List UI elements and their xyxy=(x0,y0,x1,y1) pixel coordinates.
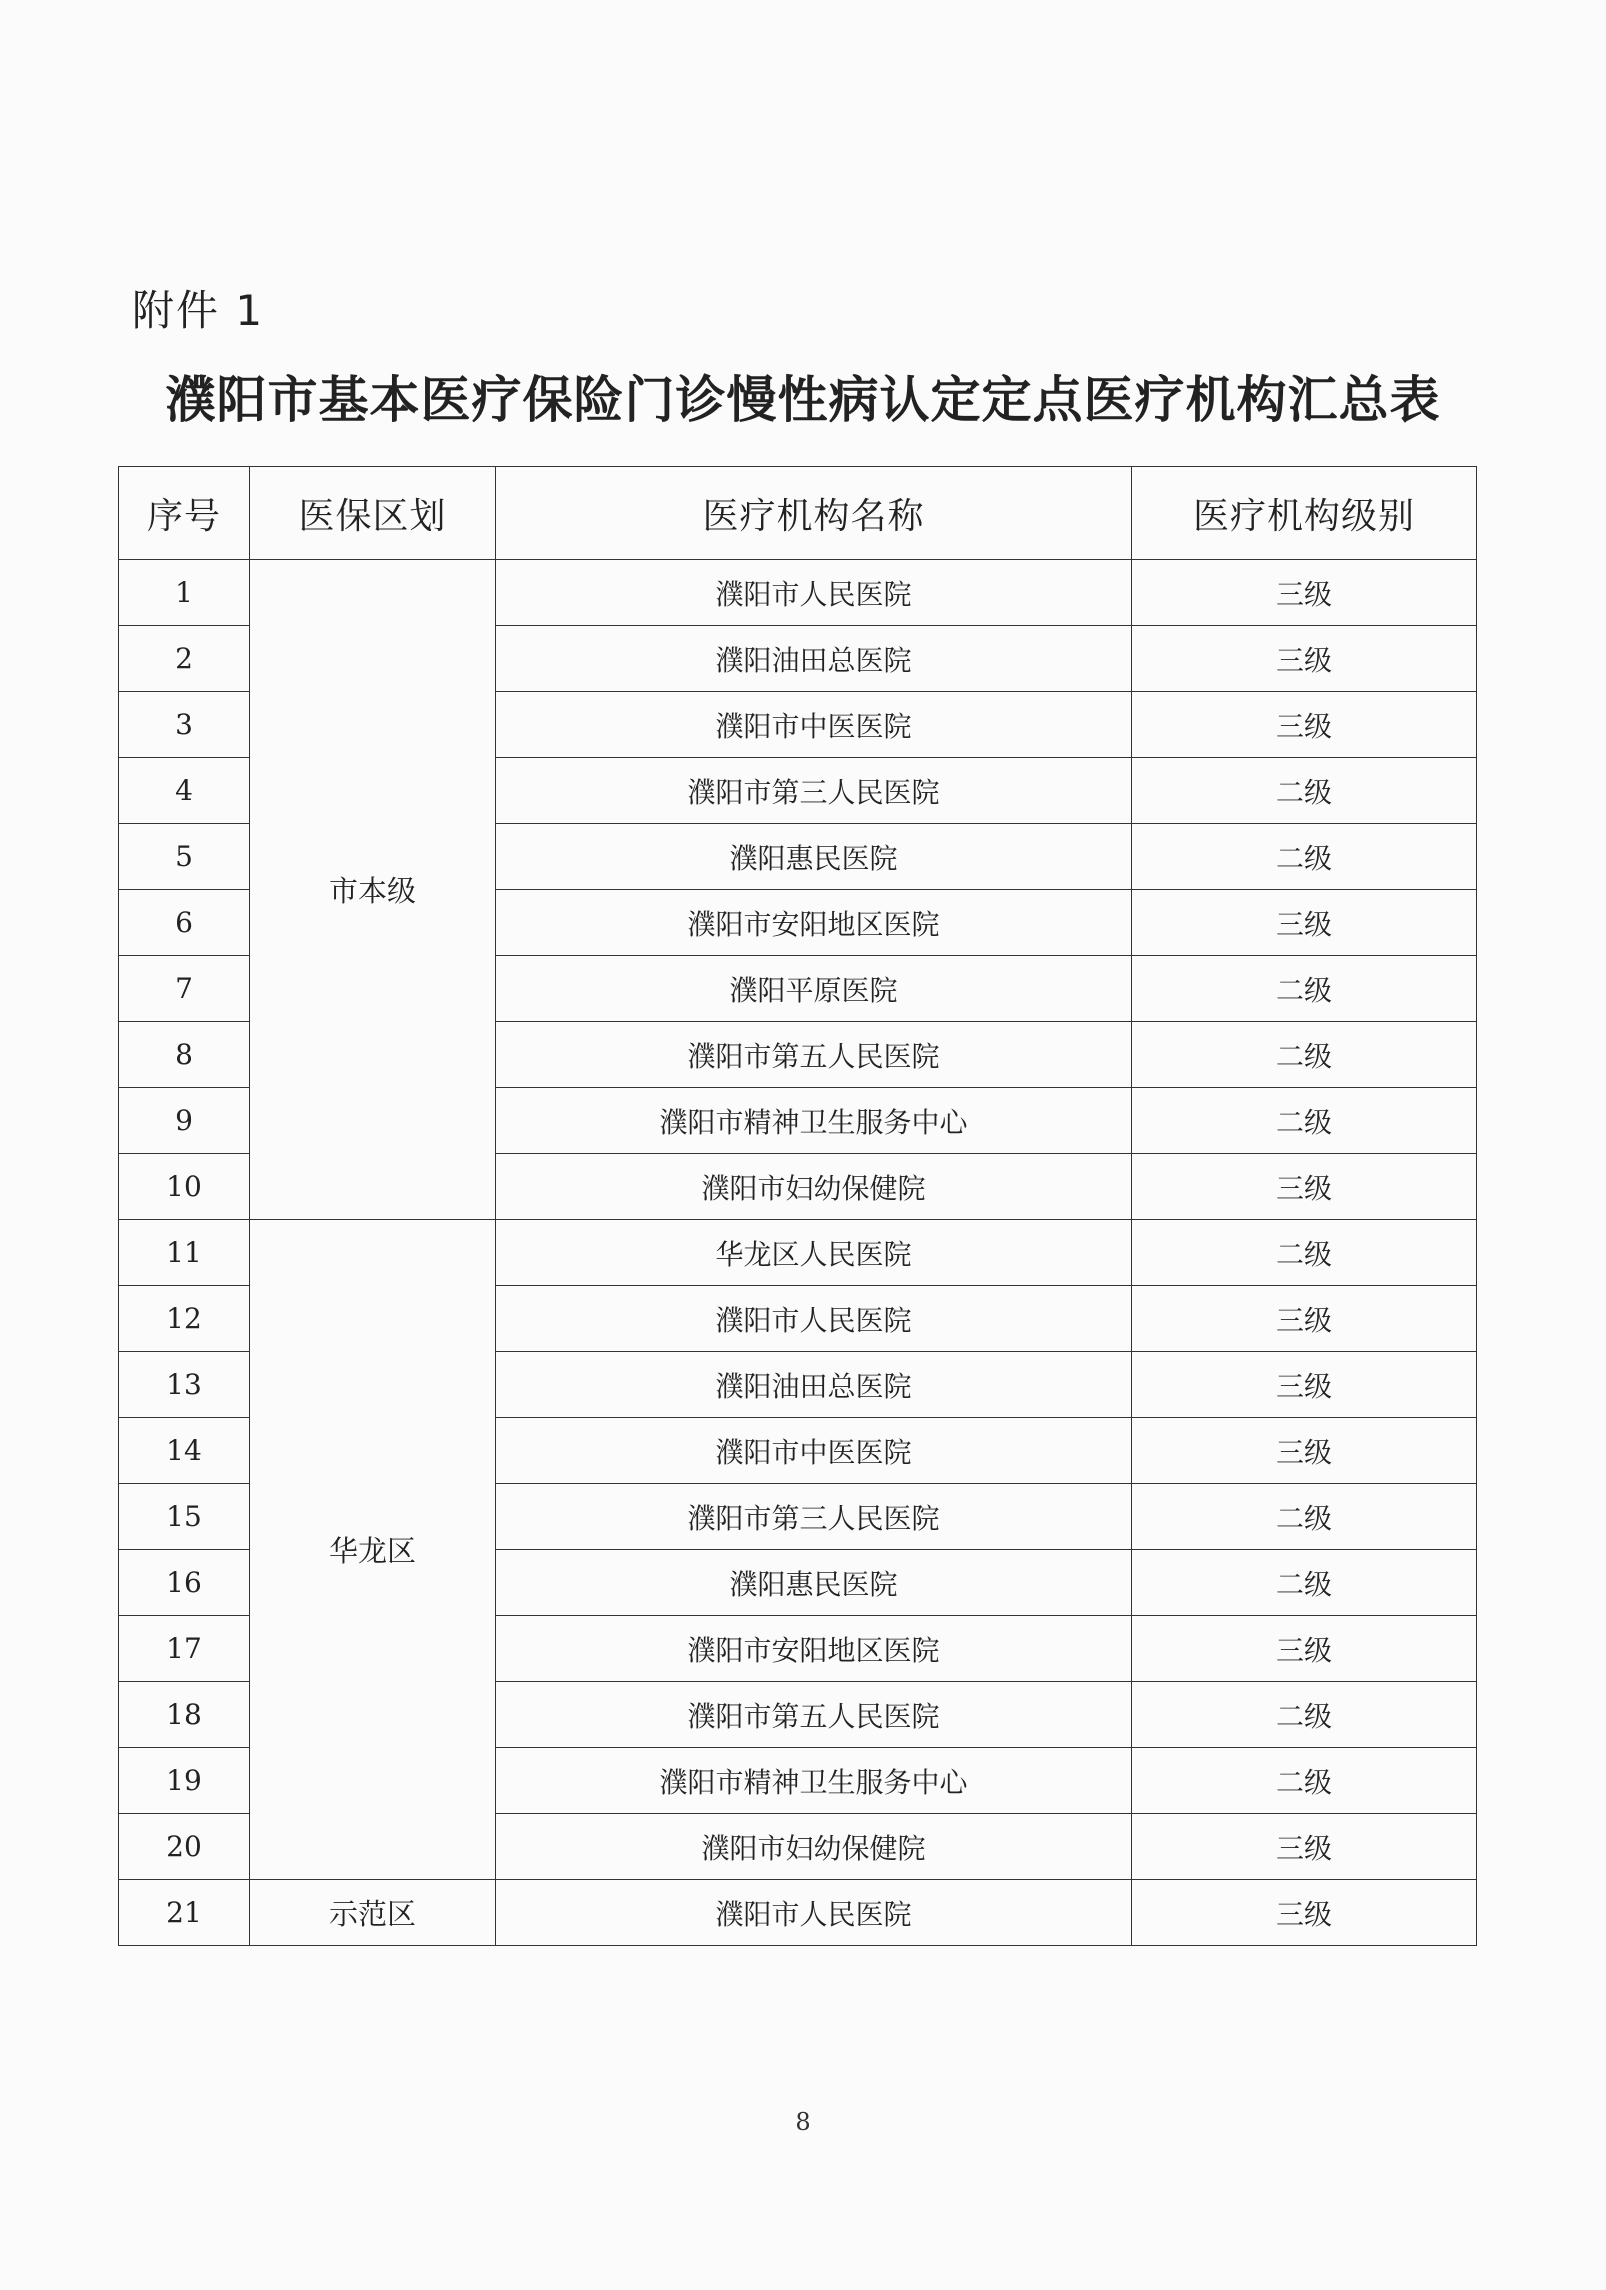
institution-level-cell: 三级 xyxy=(1132,1616,1477,1682)
serial-number-cell: 9 xyxy=(119,1088,250,1154)
institution-level-cell: 二级 xyxy=(1132,1022,1477,1088)
document-title: 濮阳市基本医疗保险门诊慢性病认定定点医疗机构汇总表 xyxy=(165,370,1441,429)
serial-number-cell: 5 xyxy=(119,824,250,890)
institution-name-cell: 濮阳市精神卫生服务中心 xyxy=(496,1748,1132,1814)
institution-name-cell: 濮阳市人民医院 xyxy=(496,1880,1132,1946)
header-serial-number: 序号 xyxy=(119,467,250,560)
institution-level-cell: 二级 xyxy=(1132,1484,1477,1550)
institution-level-cell: 三级 xyxy=(1132,560,1477,626)
institution-name-cell: 濮阳市妇幼保健院 xyxy=(496,1154,1132,1220)
institution-name-cell: 濮阳市人民医院 xyxy=(496,1286,1132,1352)
institution-level-cell: 三级 xyxy=(1132,890,1477,956)
table-header xyxy=(119,467,1477,560)
institution-name-cell: 濮阳惠民医院 xyxy=(496,824,1132,890)
institution-name-cell: 濮阳市人民医院 xyxy=(496,560,1132,626)
institution-level-cell: 二级 xyxy=(1132,1220,1477,1286)
serial-number-cell: 14 xyxy=(119,1418,250,1484)
table-row xyxy=(119,1880,1477,1946)
institution-name-cell: 濮阳平原医院 xyxy=(496,956,1132,1022)
institution-level-cell: 三级 xyxy=(1132,1418,1477,1484)
institution-name-cell: 濮阳市安阳地区医院 xyxy=(496,1616,1132,1682)
institution-level-cell: 二级 xyxy=(1132,824,1477,890)
insurance-region-cell: 华龙区 xyxy=(250,1220,496,1880)
table-row xyxy=(119,560,1477,626)
serial-number-cell: 1 xyxy=(119,560,250,626)
institution-name-cell: 濮阳惠民医院 xyxy=(496,1550,1132,1616)
institution-level-cell: 三级 xyxy=(1132,1154,1477,1220)
institution-name-cell: 濮阳市妇幼保健院 xyxy=(496,1814,1132,1880)
serial-number-cell: 19 xyxy=(119,1748,250,1814)
serial-number-cell: 18 xyxy=(119,1682,250,1748)
institution-name-cell: 濮阳市第五人民医院 xyxy=(496,1682,1132,1748)
serial-number-cell: 2 xyxy=(119,626,250,692)
institution-level-cell: 二级 xyxy=(1132,1088,1477,1154)
serial-number-cell: 10 xyxy=(119,1154,250,1220)
serial-number-cell: 16 xyxy=(119,1550,250,1616)
institution-level-cell: 三级 xyxy=(1132,1286,1477,1352)
institution-level-cell: 二级 xyxy=(1132,1748,1477,1814)
institution-level-cell: 三级 xyxy=(1132,626,1477,692)
institution-level-cell: 二级 xyxy=(1132,956,1477,1022)
table-row xyxy=(119,1220,1477,1286)
insurance-region-cell: 示范区 xyxy=(250,1880,496,1946)
serial-number-cell: 15 xyxy=(119,1484,250,1550)
institution-summary-table xyxy=(118,466,1477,1946)
institution-name-cell: 濮阳市第五人民医院 xyxy=(496,1022,1132,1088)
institution-level-cell: 三级 xyxy=(1132,1352,1477,1418)
serial-number-cell: 8 xyxy=(119,1022,250,1088)
serial-number-cell: 17 xyxy=(119,1616,250,1682)
institution-name-cell: 濮阳市精神卫生服务中心 xyxy=(496,1088,1132,1154)
institution-name-cell: 濮阳市第三人民医院 xyxy=(496,758,1132,824)
table-body xyxy=(119,560,1477,1946)
serial-number-cell: 13 xyxy=(119,1352,250,1418)
institution-level-cell: 二级 xyxy=(1132,1550,1477,1616)
header-institution-level: 医疗机构级别 xyxy=(1132,467,1477,560)
header-insurance-region: 医保区划 xyxy=(250,467,496,560)
header-institution-name: 医疗机构名称 xyxy=(496,467,1132,560)
institution-name-cell: 濮阳市安阳地区医院 xyxy=(496,890,1132,956)
page-number: 8 xyxy=(795,2108,811,2136)
institution-name-cell: 濮阳市中医医院 xyxy=(496,692,1132,758)
institution-name-cell: 濮阳市第三人民医院 xyxy=(496,1484,1132,1550)
header-row xyxy=(119,467,1477,560)
serial-number-cell: 7 xyxy=(119,956,250,1022)
serial-number-cell: 20 xyxy=(119,1814,250,1880)
institution-level-cell: 三级 xyxy=(1132,1814,1477,1880)
institution-name-cell: 濮阳市中医医院 xyxy=(496,1418,1132,1484)
institution-level-cell: 二级 xyxy=(1132,758,1477,824)
institution-level-cell: 三级 xyxy=(1132,692,1477,758)
serial-number-cell: 6 xyxy=(119,890,250,956)
serial-number-cell: 12 xyxy=(119,1286,250,1352)
serial-number-cell: 21 xyxy=(119,1880,250,1946)
institution-name-cell: 濮阳油田总医院 xyxy=(496,1352,1132,1418)
serial-number-cell: 3 xyxy=(119,692,250,758)
attachment-label: 附件 1 xyxy=(132,286,265,335)
serial-number-cell: 11 xyxy=(119,1220,250,1286)
serial-number-cell: 4 xyxy=(119,758,250,824)
institution-level-cell: 三级 xyxy=(1132,1880,1477,1946)
institution-name-cell: 濮阳油田总医院 xyxy=(496,626,1132,692)
institution-level-cell: 二级 xyxy=(1132,1682,1477,1748)
insurance-region-cell: 市本级 xyxy=(250,560,496,1220)
institution-name-cell: 华龙区人民医院 xyxy=(496,1220,1132,1286)
